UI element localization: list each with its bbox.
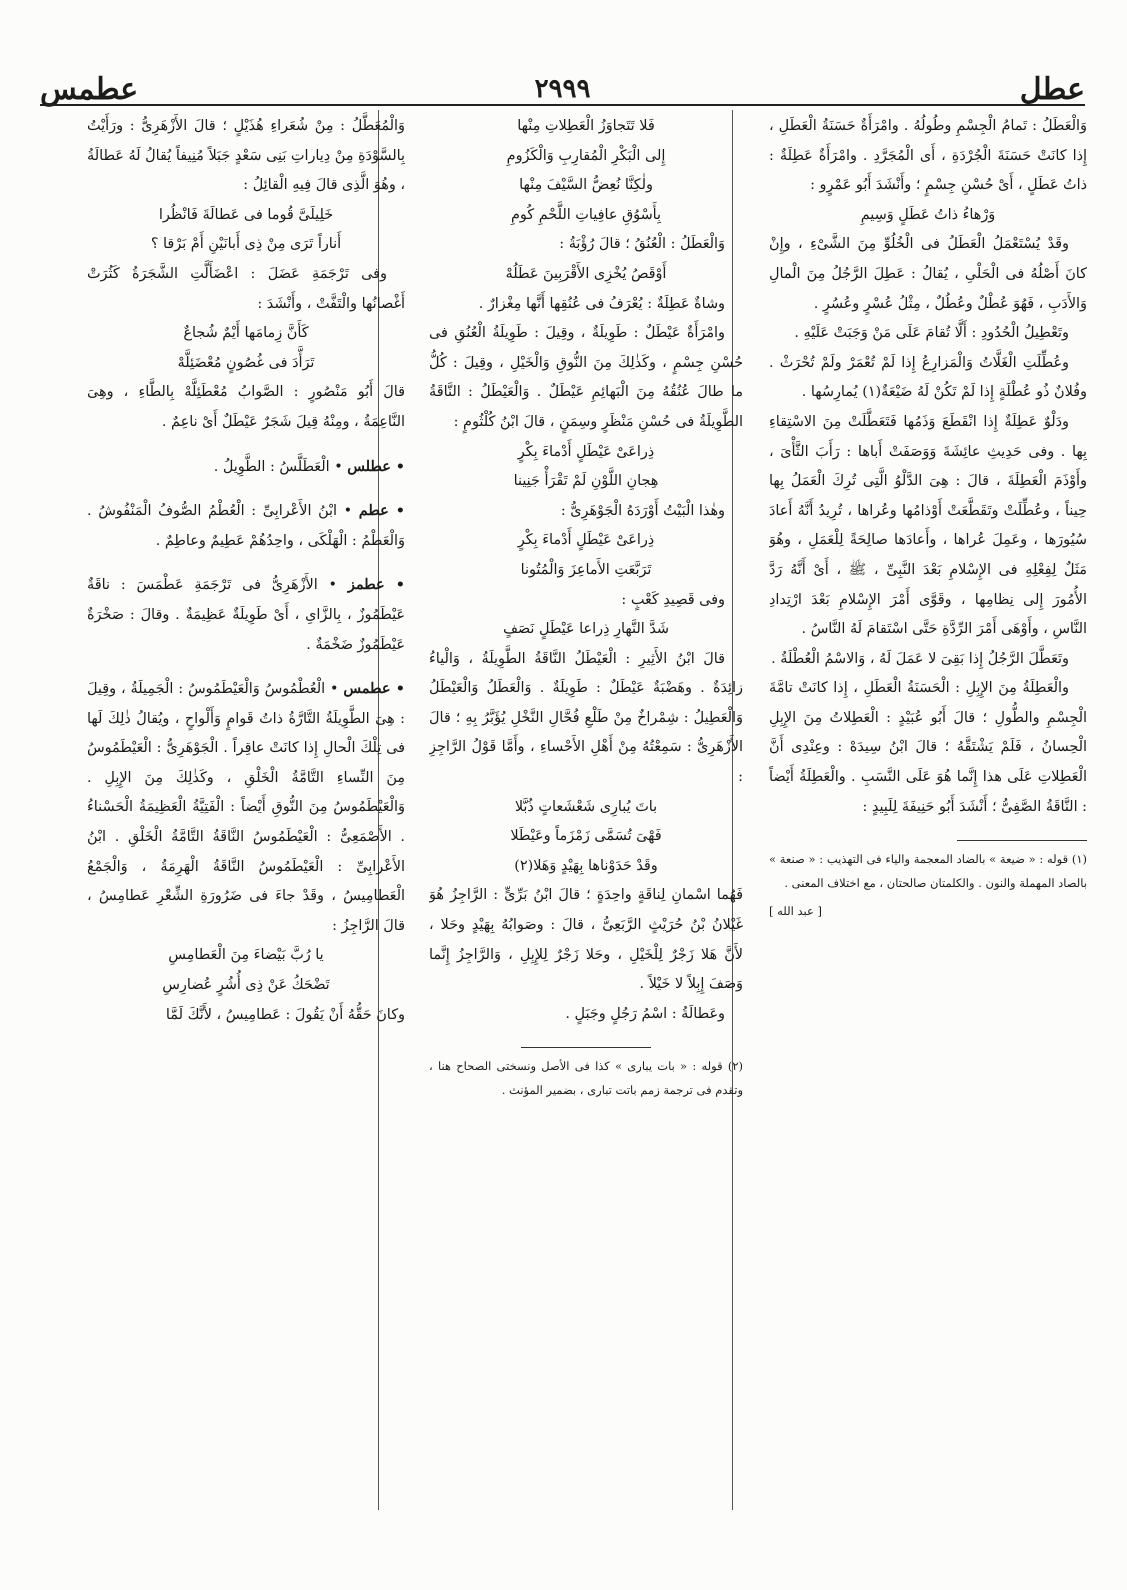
right-column <box>769 112 1087 1522</box>
verse-line: وَرْهاءُ ذاتُ عَطَلٍ وَسِيمِ <box>860 206 996 223</box>
entry-headword: • عطمس <box>343 680 405 698</box>
verse-line: تَرَبَّعَتِ الأَماعِزَ وَالْمُتُونا <box>520 561 652 578</box>
verse-line: تَرَأَّدَ فى غُصُونٍ مُعْضَئِلَّهْ <box>177 354 315 371</box>
verse-line: فَلا تَتَجاوَزُ الْعَطِلاتِ مِنْها <box>517 118 655 134</box>
footnote-signature: [ عبد الله ] <box>769 904 822 919</box>
entry-headword: • عطم <box>358 502 405 520</box>
paragraph: ودَلْوٌ عَطِلَةٌ إِذا انْقَطَعَ وَذَمُها فَتَعَطَّلَتْ مِنَ الاسْتِقاءِ بِها . وفى حَدِيثِ عائِشَةَ وَوَصَفَتْ أَباها : رَأَبَ الثَّأْىَ ، وأَوْذَمَ الْعَطِلَةَ ، قالَ : هِىَ الدَّلْوُ الَّتِى تُرِكَ الْعَمَلُ بِها حِيناً ، وعُطِّلَتْ وتَقَطَّعَتْ أَوْذامُها وعُراها ، تُرِيدُ أَنَّهُ أَعادَ سُيُورَها ، وعَمِلَ عُراها ، وأَعادَها صالِحَةً لِلْعَمَلِ ، وهُوَ مَثَلٌ لِفِعْلِهِ فى الإِسْلامِ بَعْدَ النَّبِىِّ ، ﷺ ، أَىْ أَنَّهُ رَدَّ الأُمُورَ إِلى نِظامِها ، وقَوَّى أَمْرَ الإِسْلامِ بَعْدَ ارْتِدادِ النَّاسِ ، وأَوْهَى أَمْرَ الرِّدَّةِ حَتَّى اسْتَقامَ لَهُ النَّاسُ . <box>769 413 1087 638</box>
paragraph: وقَدْ يُسْتَعْمَلُ الْعَطَلُ فى الْخُلُوِّ مِنَ الشَّىْءِ ، وإِنْ كانَ أَصْلُهُ فى الْحَلْىِ ، يُقالُ : عَطِلَ الرَّجُلُ مِنَ الْمالِ وَالأَدَبِ ، فَهُوَ عُطْلٌ وعُطُلٌ ، مِثْلُ عُسْرٍ وعُسُرٍ . <box>769 236 1087 312</box>
footnote-rule <box>957 840 1087 841</box>
verse-line: أَوْقَصُ يُخْزِى الأَقْرَبِينَ عَطَلُهْ <box>505 265 667 282</box>
paragraph: فَهُما اسْمانِ لِناقَةٍ واحِدَةٍ ؛ قالَ ابْنُ بَرِّىٍّ : الرَّاجِزُ هُوَ غَيْلانُ بْنُ حُرَيْثٍ الرَّبَعِىُّ ، قالَ : وصَوابُهُ بِهَيْدٍ وحَلا ، لأَنَّ هَلا زَجْرٌ لِلْخَيْلِ ، وحَلا زَجْرٌ لِلإِبِلِ ، وَالرَّاجِزُ إِنَّما وَصَفَ إِبِلاً لا خَيْلاً . <box>429 887 743 993</box>
verse-line: وقَدْ حَدَوْناها بِهَيْدٍ وَهَلا(٢) <box>514 857 658 874</box>
verse-line: خَلِيلَىَّ قُوما فى عَطالَةَ فَانْظُرا <box>158 206 334 223</box>
entry-body: • الأَزْهَرِىُّ فى تَرْجَمَةِ عَطْمَسَ : ناقَةٌ عَيْطَمُوزٌ ، بِالزَّاىِ ، أَىْ طَوِيلَةٌ عَظِيمَةٌ . وقالَ : صَخْرَةٌ عَيْطَمُوزٌ ضَخْمَةٌ . <box>87 577 405 653</box>
paragraph: وتَعْطِيلُ الْحُدُودِ : أَلَّا تُقامَ عَلَى مَنْ وَجَبَتْ عَلَيْهِ . <box>794 325 1069 342</box>
paragraph: وهٰذا الْبَيْتُ أَوْرَدَهُ الْجَوْهَرِىُّ : <box>560 502 725 519</box>
left-column <box>87 112 405 1522</box>
entry-body: • الْعَطَلَّسُ : الطَّوِيلُ . <box>213 458 343 475</box>
paragraph: قالَ ابْنُ الأَثِيرِ : الْعَيْطَلُ النَّاقَةُ الطَّوِيلَةُ ، وَالْياءُ زائِدَةٌ . وهَضْبَةٌ عَيْطَلٌ : طَوِيلَةٌ . وَالْعَطَلُ وَالْعَيْطَلُ وَالْعَطِيلُ : شِمْراخٌ مِنْ طَلْعِ فُحَّالِ النَّخْلِ يُؤَبَّرُ بِهِ ؛ قالَ الأَزْهَرِىُّ : سَمِعْتُهُ مِنْ أَهْلِ الأَحْساءِ ، وأَمَّا قَوْلُ الرَّاجِزِ : <box>429 650 743 786</box>
verse-line: كَأَنَّ زِمامَها أَيْمٌ شُجاعٌ <box>183 325 309 342</box>
verse-line: تَضْحَكُ عَنْ ذِى أُشُرٍ عُضارِسِ <box>162 977 330 994</box>
dictionary-entry <box>87 496 405 556</box>
paragraph: وَالْعَطَلُ : تَمامُ الْجِسْمِ وطُولُهُ . وامْرَأَةٌ حَسَنَةُ الْعَطَلِ ، إِذا كانَتْ حَسَنَةَ الْجُرْدَةِ ، أَى الْمُجَرَّدِ . وامْرَأَةٌ عَطِلَةٌ : ذاتُ عَطَلٍ ، أَىْ حُسْنِ جِسْمٍ ؛ وأَنْشَدَ أَبُو عَمْرٍو : <box>769 118 1087 194</box>
verse-line: بِأَسْوُقِ عافِياتِ اللَّحْمِ كُومِ <box>510 206 662 223</box>
verse-line: إِلى الْبَكْرِ الْمُقارِبِ وَالْكَزُومِ <box>506 147 666 164</box>
footnote: (١) قوله : « ضيعة » بالضاد المعجمة والياء فى التهذيب : « صنعة » بالصاد المهملة والنون . والكلمتان صالحتان ، مع اختلاف المعنى . <box>769 852 1087 891</box>
paragraph: وفى قَصِيدِ كَعْبٍ : <box>621 591 725 608</box>
paragraph: وَالْعَطَلُ : الْعُنُقُ ؛ قالَ رُؤْبَةُ : <box>559 236 725 253</box>
verse-line: ذِراعَىْ عَيْطَلٍ أَدْماءَ بِكْرٍ <box>517 443 655 460</box>
paragraph: وكانَ حَقُّهُ أَنْ يَقُولَ : عَطامِيسُ ، لأَنَّكَ لَمَّا <box>165 1006 405 1023</box>
middle-column <box>429 112 743 1522</box>
verse-line: فَهْىَ تُسَمَّى زَمْزَماً وعَيْطَلا <box>510 828 662 845</box>
dictionary-entry <box>87 570 405 660</box>
paragraph: وامْرَأَةٌ عَيْطَلٌ : طَوِيلَةٌ ، وقِيلَ : طَوِيلَةُ الْعُنُقِ فى حُسْنِ جِسْمٍ ، وكَذٰلِكَ مِنَ النُّوقِ وَالْخَيْلِ ، وقِيلَ : كُلُّ ما طالَ عُنُقُهُ مِنَ الْبَهائِمِ عَيْطَلٌ . وَالْعَيْطَلُ : النَّاقَةُ الطَّوِيلَةُ فى حُسْنِ مَنْظَرٍ وسِمَنٍ ، قالَ ابْنُ كُلْثُومٍ : <box>429 325 743 430</box>
paragraph: وشاةٌ عَطِلَةٌ : يُعْرَفُ فى عُنُقِها أَنَّها مِغْزارٌ . <box>478 295 725 312</box>
verse-line: باتَ يُبارِى شَعْشَعاتٍ ذُبَّلا <box>514 798 658 815</box>
verse-line: يا رُبَّ بَيْضاءَ مِنَ الْعَطامِسِ <box>168 947 324 964</box>
page-header <box>40 72 1085 107</box>
entry-body: • الْعُطْمُوسُ وَالْعَيْطَمُوسُ : الْجَمِيلَةُ ، وقِيلَ : هِىَ الطَّوِيلَةُ التَّارَّةُ ذاتُ قَوامٍ وَأَلْواحٍ ، ويُقالُ ذٰلِكَ لَها فى تِلْكَ الْحالِ إِذا كانَتْ عاقِراً . الْجَوْهَرِىُّ : الْعَيْطَمُوسُ مِنَ النِّساءِ التَّامَّةُ الْخَلْقِ ، وكَذٰلِكَ مِنَ الإِبِلِ . وَالْعَيْطَمُوسُ مِنَ النُّوقِ أَيْضاً : الْفَتِيَّةُ الْعَظِيمَةُ الْحَسْناءُ . الأَصْمَعِىُّ : الْعَيْطَمُوسُ النَّاقَةُ التَّامَّةُ الْخَلْقِ . ابْنُ الأَعْرابِىِّ : الْعَيْطَمُوسُ النَّاقَةُ الْهَرِمَةُ ، وَالْجَمْعُ الْعَطامِيسُ ، وقَدْ جاءَ فى ضَرُورَةِ الشِّعْرِ عَطامِسُ ، قالَ الرَّاجِزُ : <box>87 681 405 934</box>
footnote: (٢) قوله : « بات يبارى » كذا فى الأصل ونسختى الصحاح هنا ، وتقدم فى ترجمة زمم باتت تبارى ، بضمير المؤنث . <box>429 1059 743 1098</box>
verse-line: هِجانِ اللَّوْنِ لَمْ تَقْرَأْ جَنِينا <box>513 473 659 490</box>
verse-line: ذِراعَىْ عَيْطَلٍ أَدْماءَ بِكْرٍ <box>517 532 655 549</box>
footnote-rule <box>521 1047 651 1048</box>
dictionary-entry <box>87 674 405 941</box>
header-rule <box>40 104 1085 106</box>
paragraph: قالَ أَبُو مَنْصُورٍ : الصَّوابُ مُعْطَئِلَّهْ بِالطَّاءِ ، وهِىَ النَّاعِمَةُ ، ومِنْهُ قِيلَ شَجَرٌ عَيْطَلٌ أَىْ ناعِمٌ . <box>87 384 405 430</box>
header-left-keyword: عطمس <box>40 72 139 107</box>
paragraph: وَالْمُعَطَّلُ : مِنْ شُعَراءِ هُذَيْلٍ ؛ قالَ الأَزْهَرِىُّ : ورَأَيْتُ بِالسَّوْدَةِ مِنْ دِياراتِ بَنِى سَعْدٍ جَبَلاً مُنِيفاً يُقالُ لَهُ عَطالَةُ ، وهُوَ الَّذِى قالَ فِيهِ الْقائِلُ : <box>87 118 405 194</box>
paragraph: وتَعَطَّلَ الرَّجُلُ إِذا بَقِىَ لا عَمَلَ لَهُ ، وَالاسْمُ الْعُطْلَةُ . <box>771 650 1069 667</box>
entry-headword: • عطلس <box>347 457 405 475</box>
verse-line: أَناراً تَرَى مِنْ ذِى أَبانَيْنِ أَمْ بَرْقا ؟ <box>150 236 342 253</box>
verse-line: شَدَّ النَّهارِ ذِراعا عَيْطَلٍ نَصَفٍ <box>503 621 669 638</box>
dictionary-entry <box>87 452 405 483</box>
paragraph: وعَطالَةُ : اسْمُ رَجُلٍ وجَبَلٍ . <box>565 1005 725 1022</box>
page-number: ٢٩٩٩ <box>534 74 591 104</box>
verse-line: ولٰكِنَّا نُعِضُّ السَّيْفَ مِنْها <box>519 177 653 194</box>
entry-body: • ابْنُ الأَعْرابِىِّ : الْعُطْمُ الصُّوفُ الْمَنْفُوشُ . وَالْعَطْمُ : الْهَلْكَى ، واحِدُهُمْ عَطِيمٌ وعاطِمٌ . <box>87 503 405 549</box>
paragraph: وعُطِّلَتِ الْغَلَّاتُ وَالْمَزارِعُ إِذا لَمْ تُعْمَرْ ولَمْ تُحْرَثْ . وفُلانٌ ذُو عُطْلَةٍ إِذا لَمْ تَكُنْ لَهُ ضَيْعَةٌ(١) يُمارِسُها . <box>769 354 1087 401</box>
paragraph: وفى تَرْجَمَةِ عَضَلَ : اعْضَأَلَّتِ الشَّجَرَةُ كَثُرَتْ أَغْصانُها والْتَفَّتْ ، وأَنْشَدَ : <box>87 265 405 312</box>
paragraph: والْعَطِلَةُ مِنَ الإِبِلِ : الْحَسَنَةُ الْعَطَلِ ، إِذا كانَتْ تامَّةَ الْجِسْمِ والطُّولِ ؛ قالَ أَبُو عُبَيْدٍ : الْعَطِلاتُ مِنَ الإِبِلِ الْحِسانُ ، فَلَمْ يَشْتَقَّهُ ؛ قالَ ابْنُ سِيدَهْ : وعِنْدِى أَنَّ الْعَطِلاتِ عَلَى هذا إِنَّما هُوَ عَلَى النَّسَبِ . والْعَطِلَةُ أَيْضاً : النَّاقَةُ الصَّفِىُّ ؛ أَنْشَدَ أَبُو حَنِيفَةَ لِلَبِيدٍ : <box>769 680 1087 815</box>
header-right-keyword: عطل <box>1019 72 1085 107</box>
entry-headword: • عطمز <box>347 576 405 594</box>
